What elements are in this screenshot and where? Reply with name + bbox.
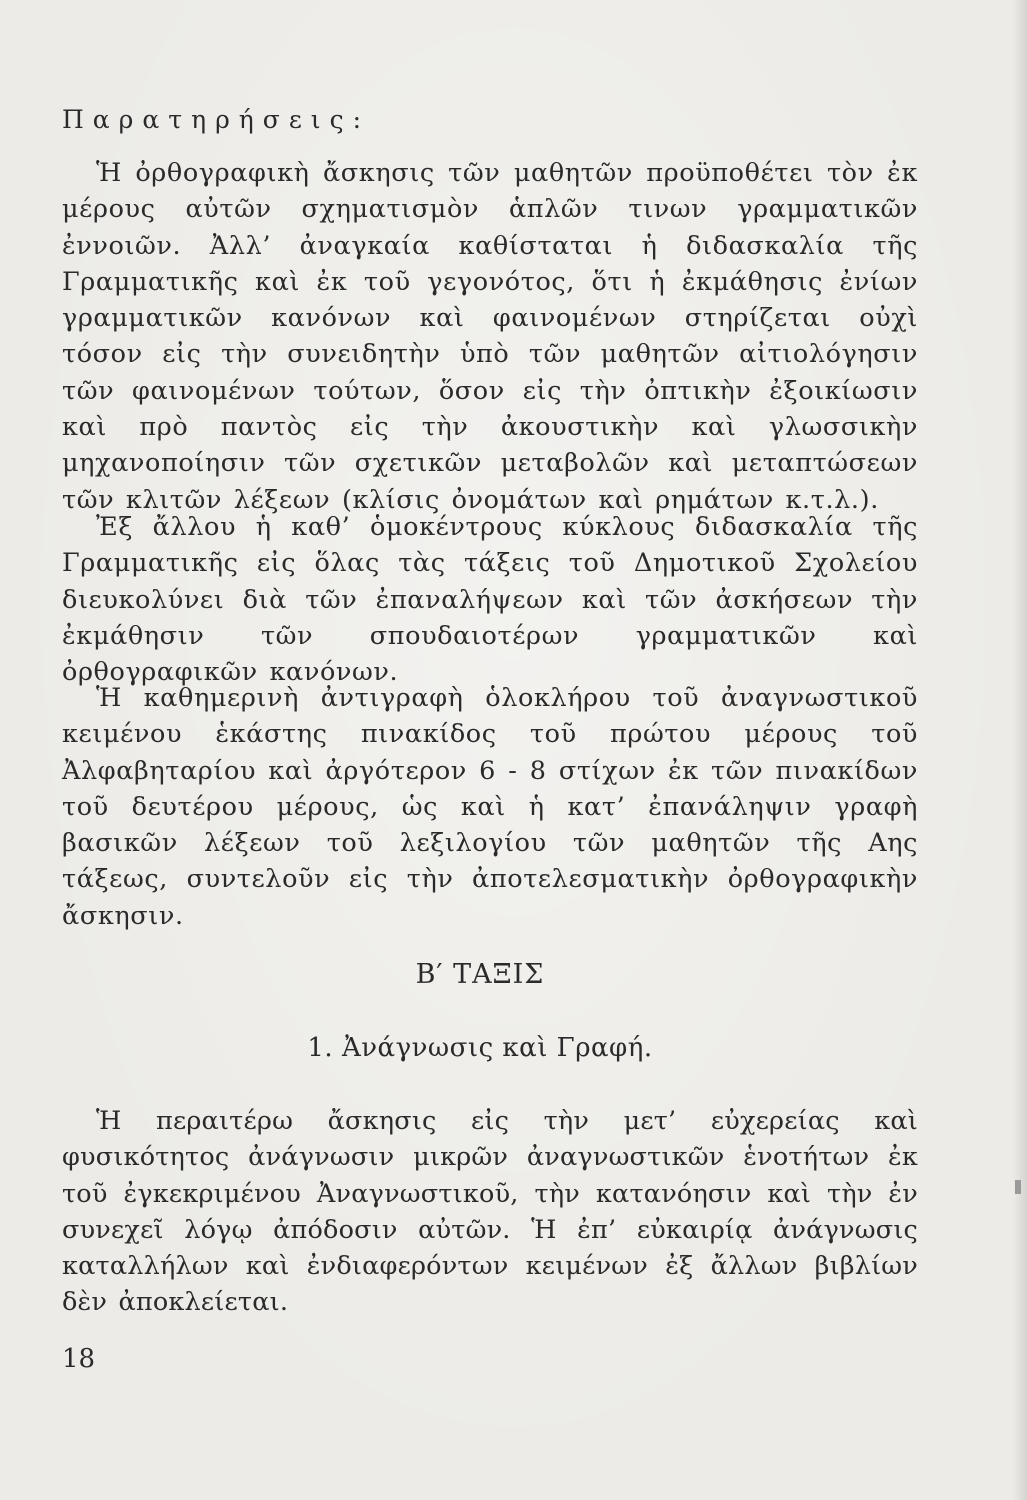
paragraph-spelling-grammar: Ἡ ὀρθογραφικὴ ἄσκησις τῶν μαθητῶν προϋποθέτει τὸν ἐκ μέρους αὐτῶν σχηματισμὸν ἁπλῶν τινων γραμματικῶν ἐννοιῶν. Ἀλλ’ ἀναγκαία καθίσταται ἡ διδασκαλία τῆς Γραμματικῆς καὶ ἐκ τοῦ γεγονότος, ὅτι ἡ ἐκμάθησις ἐνίων γραμματικῶν κανόνων καὶ φαινομένων στηρίζεται οὐχὶ τόσον εἰς τὴν συνειδητὴν ὑπὸ τῶν μαθητῶν αἰτιολόγησιν τῶν φαινομένων τούτων, ὅσον εἰς τὴν ὀπτικὴν ἐξοικίωσιν καὶ πρὸ παντὸς εἰς τὴν ἀκουστικὴν καὶ γλωσσικὴν μηχανοποίησιν τῶν σχετικῶν μεταβολῶν καὶ μεταπτώσεων τῶν κλιτῶν λέξεων (κλίσις ὀνομάτων καὶ ρημάτων κ.τ.λ.).: [62, 158, 918, 515]
section-title: Β′ ΤΑΞΙΣ: [415, 959, 545, 990]
scan-edge-mark: [1015, 1180, 1021, 1194]
paragraph-reading-practice: Ἡ περαιτέρω ἄσκησις εἰς τὴν μετ’ εὐχερείας καὶ φυσικότητος ἀνάγνωσιν μικρῶν ἀναγνωστικῶν ἑνοτήτων ἐκ τοῦ ἐγκεκριμένου Ἀναγνωστικοῦ, τὴν κατανόησιν καὶ τὴν ἐν συνεχεῖ λόγῳ ἀπόδοσιν αὐτῶν. Ἡ ἐπ’ εὐκαιρίᾳ ἀνάγνωσις καταλλήλων καὶ ἐνδιαφερόντων κειμένων ἐξ ἄλλων βιβλίων δὲν ἀποκλείεται.: [62, 1106, 918, 1318]
subsection-title: 1. Ἀνάγνωσις καὶ Γραφή.: [307, 1033, 653, 1063]
page-edge-shadow: [1013, 0, 1027, 1500]
observations-heading: Παρατηρήσεις:: [62, 105, 370, 134]
page-number: 18: [62, 1344, 96, 1374]
paragraph-concentric-teaching: Ἐξ ἄλλου ἡ καθ’ ὁμοκέντρους κύκλους διδασκαλία τῆς Γραμματικῆς εἰς ὅλας τὰς τάξεις τοῦ Δημοτικοῦ Σχολείου διευκολύνει διὰ τῶν ἐπαναλήψεων καὶ τῶν ἀσκήσεων τὴν ἐκμάθησιν τῶν σπουδαιοτέρων γραμματικῶν καὶ ὀρθογραφικῶν κανόνων.: [62, 512, 918, 688]
paragraph-daily-copying: Ἡ καθημερινὴ ἀντιγραφὴ ὁλοκλήρου τοῦ ἀναγνωστικοῦ κειμένου ἑκάστης πινακίδος τοῦ πρώτου μέρους τοῦ Ἀλφαβηταρίου καὶ ἀργότερον 6 - 8 στίχων ἐκ τῶν πινακίδων τοῦ δευτέρου μέρους, ὡς καὶ ἡ κατ’ ἐπανάληψιν γραφὴ βασικῶν λέξεων τοῦ λεξιλογίου τῶν μαθητῶν τῆς Αης τάξεως, συντελοῦν εἰς τὴν ἀποτελεσματικὴν ὀρθογραφικὴν ἄσκησιν.: [62, 683, 918, 931]
